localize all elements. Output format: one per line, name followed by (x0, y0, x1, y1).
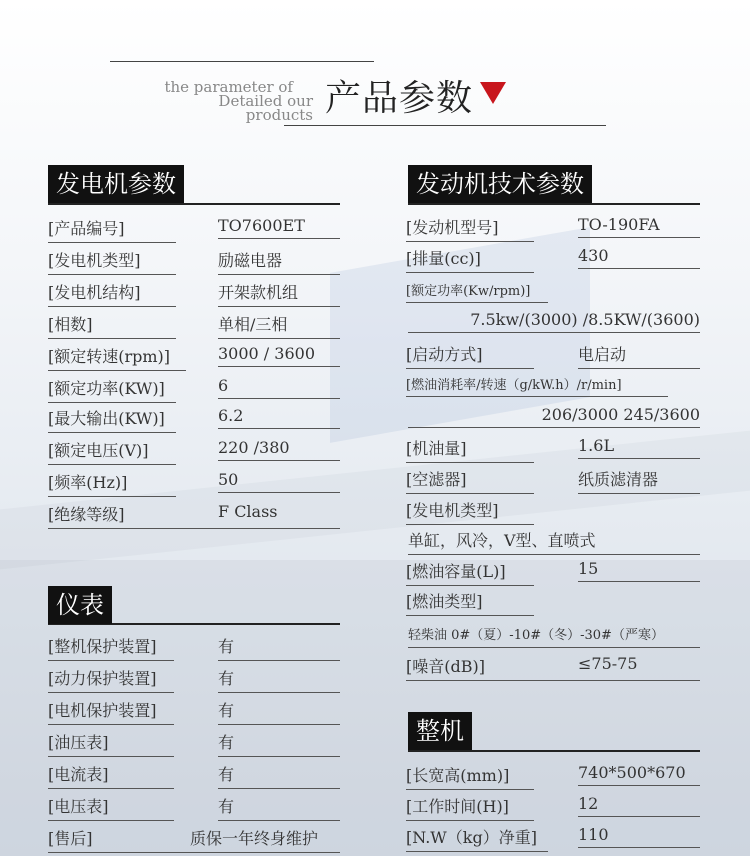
machine-label-1: [工作时间(H)] (406, 794, 534, 821)
machine-section-rule (408, 750, 700, 752)
instruments-row-6 (48, 826, 340, 853)
engine-section-title: 发动机技术参数 (408, 165, 592, 203)
header-top-rule (110, 61, 374, 62)
instruments-label-6: [售后] (48, 829, 93, 848)
engine-value-7: 单缸，风冷，V型、直喷式 (408, 528, 700, 555)
engine-value-4: 206/3000 245/3600 (408, 405, 700, 428)
generator-label-9: [绝缘等级] (48, 505, 125, 524)
instruments-label-2: [电机保护装置] (48, 698, 174, 725)
engine-value-1: 430 (578, 246, 700, 269)
generator-label-5: [额定功率(KW)] (48, 376, 176, 403)
header-bottom-rule (284, 125, 606, 126)
generator-label-1: [发电机类型] (48, 248, 176, 275)
instruments-label-0: [整机保护装置] (48, 634, 174, 661)
triangle-down-icon (480, 82, 506, 104)
machine-value-1: 12 (578, 794, 700, 817)
header-subtitle-line2: Detailed our products (218, 92, 313, 124)
generator-value-7: 220 /380 (218, 438, 340, 461)
instruments-section-title: 仪表 (48, 586, 112, 624)
instruments-label-3: [油压表] (48, 730, 174, 757)
instruments-value-3: 有 (218, 730, 340, 757)
instruments-label-4: [电流表] (48, 762, 174, 789)
engine-label-10: [噪音(dB)] (406, 657, 485, 676)
engine-label-6: [空滤器] (406, 467, 534, 494)
generator-label-2: [发电机结构] (48, 280, 176, 307)
generator-label-7: [额定电压(V)] (48, 438, 176, 465)
generator-label-3: [相数] (48, 312, 176, 339)
machine-value-0: 740*500*670 (578, 763, 700, 786)
instruments-value-2: 有 (218, 698, 340, 725)
generator-label-8: [频率(Hz)] (48, 470, 176, 497)
generator-value-1: 励磁电器 (218, 248, 340, 275)
engine-label-1: [排量(cc)] (406, 246, 534, 273)
instruments-value-1: 有 (218, 666, 340, 693)
generator-value-4: 3000 / 3600 (218, 344, 340, 367)
engine-label-2: [额定功率(Kw/rpm)] (406, 280, 548, 303)
engine-value-9: 轻柴油 0#（夏）-10#（冬）-30#（严寒） (408, 624, 700, 648)
engine-value-8: 15 (578, 559, 700, 582)
engine-value-2: 7.5kw/(3000) /8.5KW/(3600) (408, 310, 700, 333)
machine-section-title: 整机 (408, 712, 472, 750)
engine-value-5: 1.6L (578, 436, 700, 459)
engine-label-4: [燃油消耗率/转速（g/kW.h）/r/min] (406, 374, 668, 397)
generator-value-9: F Class (218, 502, 278, 521)
engine-row-10 (406, 654, 700, 681)
generator-value-5: 6 (218, 376, 340, 399)
instruments-value-4: 有 (218, 762, 340, 789)
engine-label-0: [发动机型号] (406, 215, 534, 242)
machine-label-0: [长宽高(mm)] (406, 763, 534, 790)
engine-label-7: [发电机类型] (406, 498, 534, 525)
instruments-label-1: [动力保护装置] (48, 666, 174, 693)
generator-value-6: 6.2 (218, 406, 340, 429)
engine-value-3: 电启动 (578, 342, 700, 369)
instruments-value-6: 质保一年终身维护 (190, 829, 319, 848)
machine-value-2: 110 (578, 825, 700, 848)
generator-row-9 (48, 502, 340, 529)
header-subtitle-line1: the parameter of (164, 78, 293, 96)
engine-label-9: [燃油类型] (406, 589, 534, 616)
generator-value-3: 单相/三相 (218, 312, 340, 339)
instruments-label-5: [电压表] (48, 794, 174, 821)
generator-value-2: 开架款机组 (218, 280, 340, 307)
instruments-value-5: 有 (218, 794, 340, 821)
engine-value-0: TO-190FA (578, 215, 700, 238)
instruments-value-0: 有 (218, 634, 340, 661)
engine-label-8: [燃油容量(L)] (406, 559, 534, 586)
engine-label-5: [机油量] (406, 436, 534, 463)
generator-section-title: 发电机参数 (48, 165, 184, 203)
generator-value-8: 50 (218, 470, 340, 493)
generator-section-rule (48, 203, 340, 205)
generator-label-4: [额定转速(rpm)] (48, 344, 186, 371)
engine-section-rule (408, 203, 700, 205)
engine-label-3: [启动方式] (406, 342, 534, 369)
page-title: 产品参数 (325, 78, 474, 119)
generator-label-0: [产品编号] (48, 216, 176, 243)
machine-label-2: [N.W（kg）净重] (406, 825, 548, 852)
engine-value-10: ≤75-75 (578, 654, 638, 673)
generator-label-6: [最大输出(KW)] (48, 406, 176, 433)
engine-value-6: 纸质滤清器 (578, 467, 700, 494)
generator-value-0: TO7600ET (218, 216, 340, 239)
